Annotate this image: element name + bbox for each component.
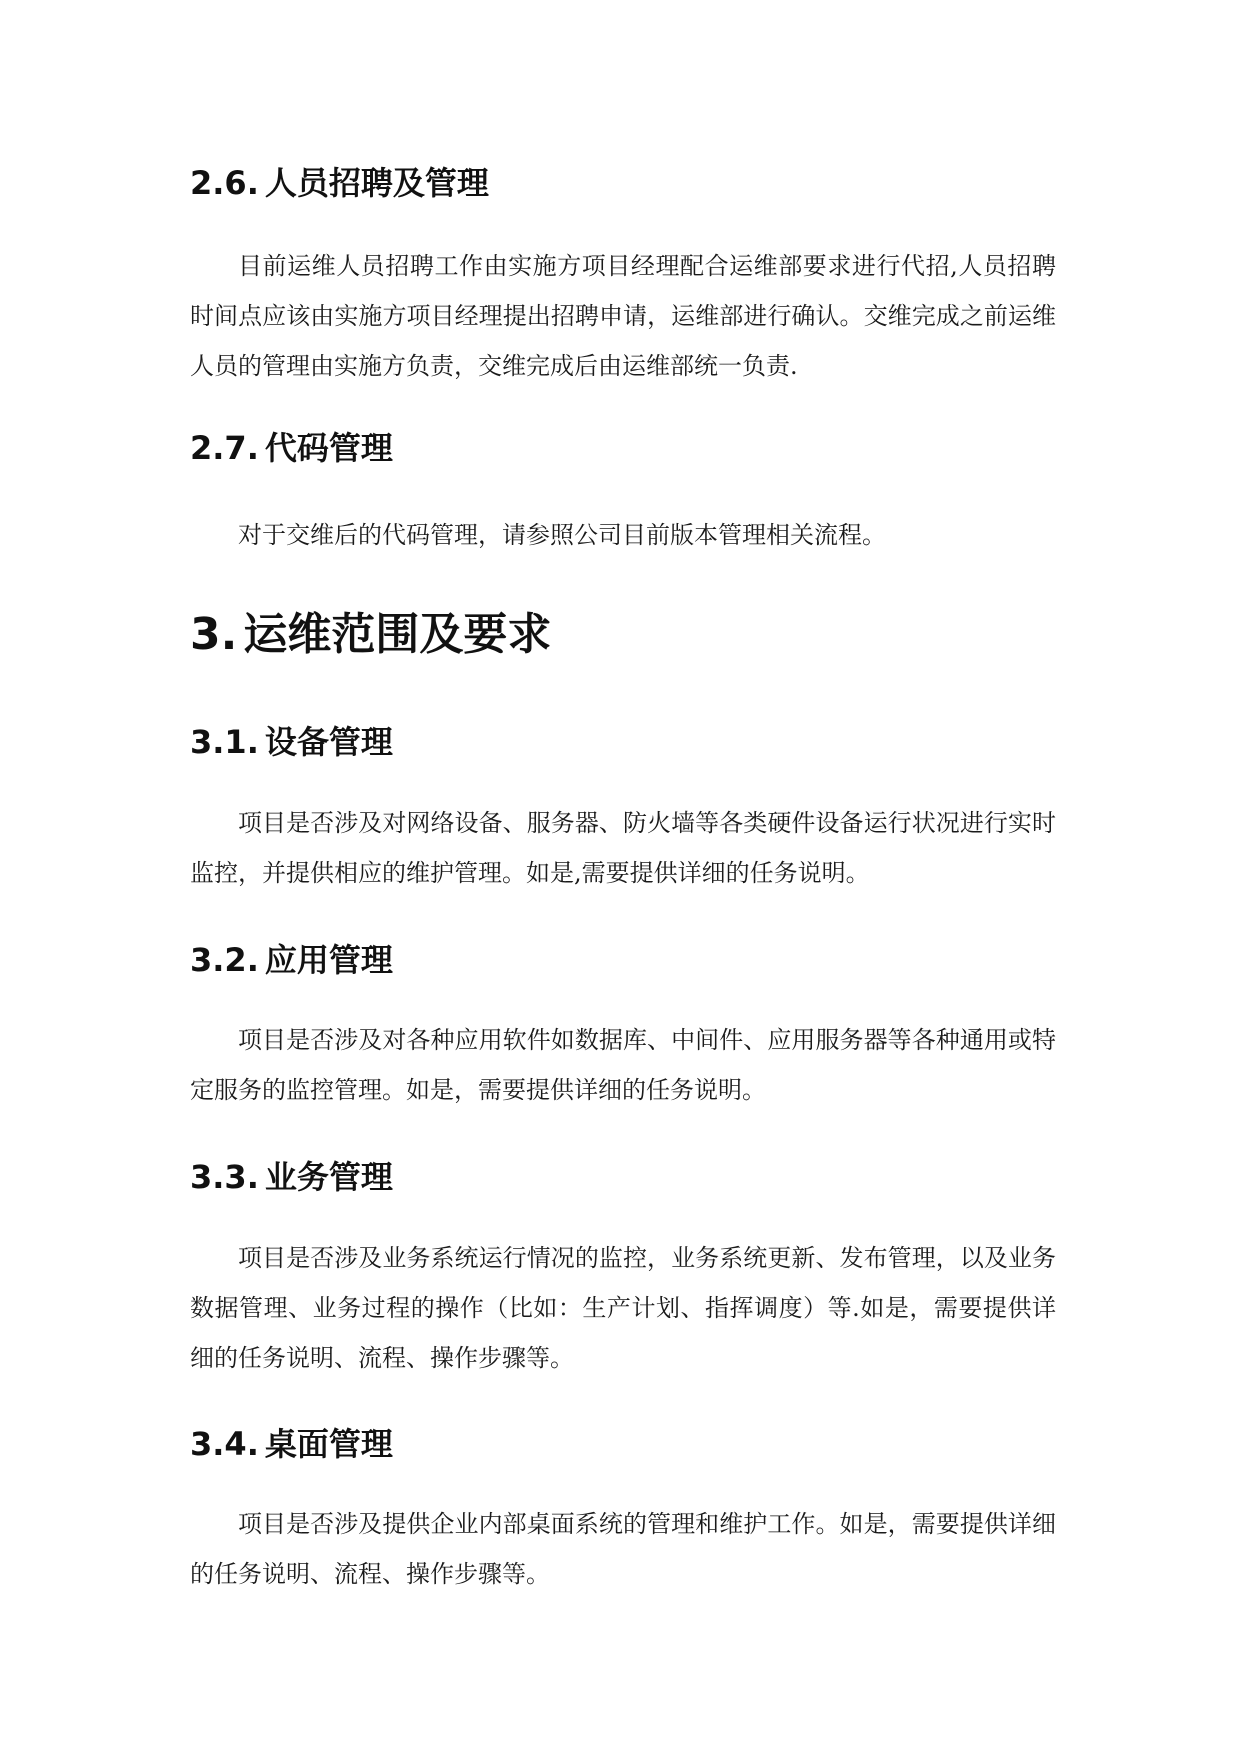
section-body-3-2 [190,1015,1056,1115]
section-number: 3.1. [190,723,259,761]
section-title: 桌面管理 [264,1425,393,1463]
section-title: 业务管理 [264,1158,393,1196]
paragraph: 项目是否涉及对各种应用软件如数据库、中间件、应用服务器等各种通用或特定服务的监控管理。如是，需要提供详细的任务说明。 [190,1026,1056,1104]
section-body-3-3 [190,1233,1056,1383]
section-body-3-4 [190,1499,1056,1599]
chapter-number: 3. [190,609,238,660]
section-number: 3.4. [190,1425,259,1463]
section-heading-3-4 [190,1424,1056,1464]
section-heading-3-3 [190,1157,1056,1197]
section-title: 人员招聘及管理 [264,164,489,202]
paragraph: 目前运维人员招聘工作由实施方项目经理配合运维部要求进行代招,人员招聘时间点应该由实施方项目经理提出招聘申请，运维部进行确认。交维完成之前运维人员的管理由实施方负责，交维完成后由运维部统一负责. [190,252,1056,380]
section-heading-3-2 [190,940,1056,980]
section-title: 代码管理 [264,429,393,467]
section-number: 3.2. [190,941,259,979]
section-number: 3.3. [190,1158,259,1196]
paragraph: 项目是否涉及对网络设备、服务器、防火墙等各类硬件设备运行状况进行实时监控，并提供相应的维护管理。如是,需要提供详细的任务说明。 [190,809,1056,887]
section-body-2-7 [190,510,1056,560]
chapter-heading-3 [190,607,1056,663]
chapter-title: 运维范围及要求 [243,609,552,660]
section-body-3-1 [190,798,1056,898]
section-title: 设备管理 [264,723,393,761]
section-number: 2.6. [190,164,259,202]
paragraph: 项目是否涉及业务系统运行情况的监控，业务系统更新、发布管理，以及业务数据管理、业务过程的操作（比如：生产计划、指挥调度）等.如是，需要提供详细的任务说明、流程、操作步骤等。 [190,1244,1056,1372]
paragraph: 项目是否涉及提供企业内部桌面系统的管理和维护工作。如是，需要提供详细的任务说明、流程、操作步骤等。 [190,1510,1056,1588]
section-number: 2.7. [190,429,259,467]
section-heading-2-7 [190,428,1056,468]
section-title: 应用管理 [264,941,393,979]
section-body-2-6 [190,241,1056,391]
section-heading-2-6 [190,163,1056,203]
section-heading-3-1 [190,722,1056,762]
paragraph: 对于交维后的代码管理，请参照公司目前版本管理相关流程。 [238,521,886,549]
